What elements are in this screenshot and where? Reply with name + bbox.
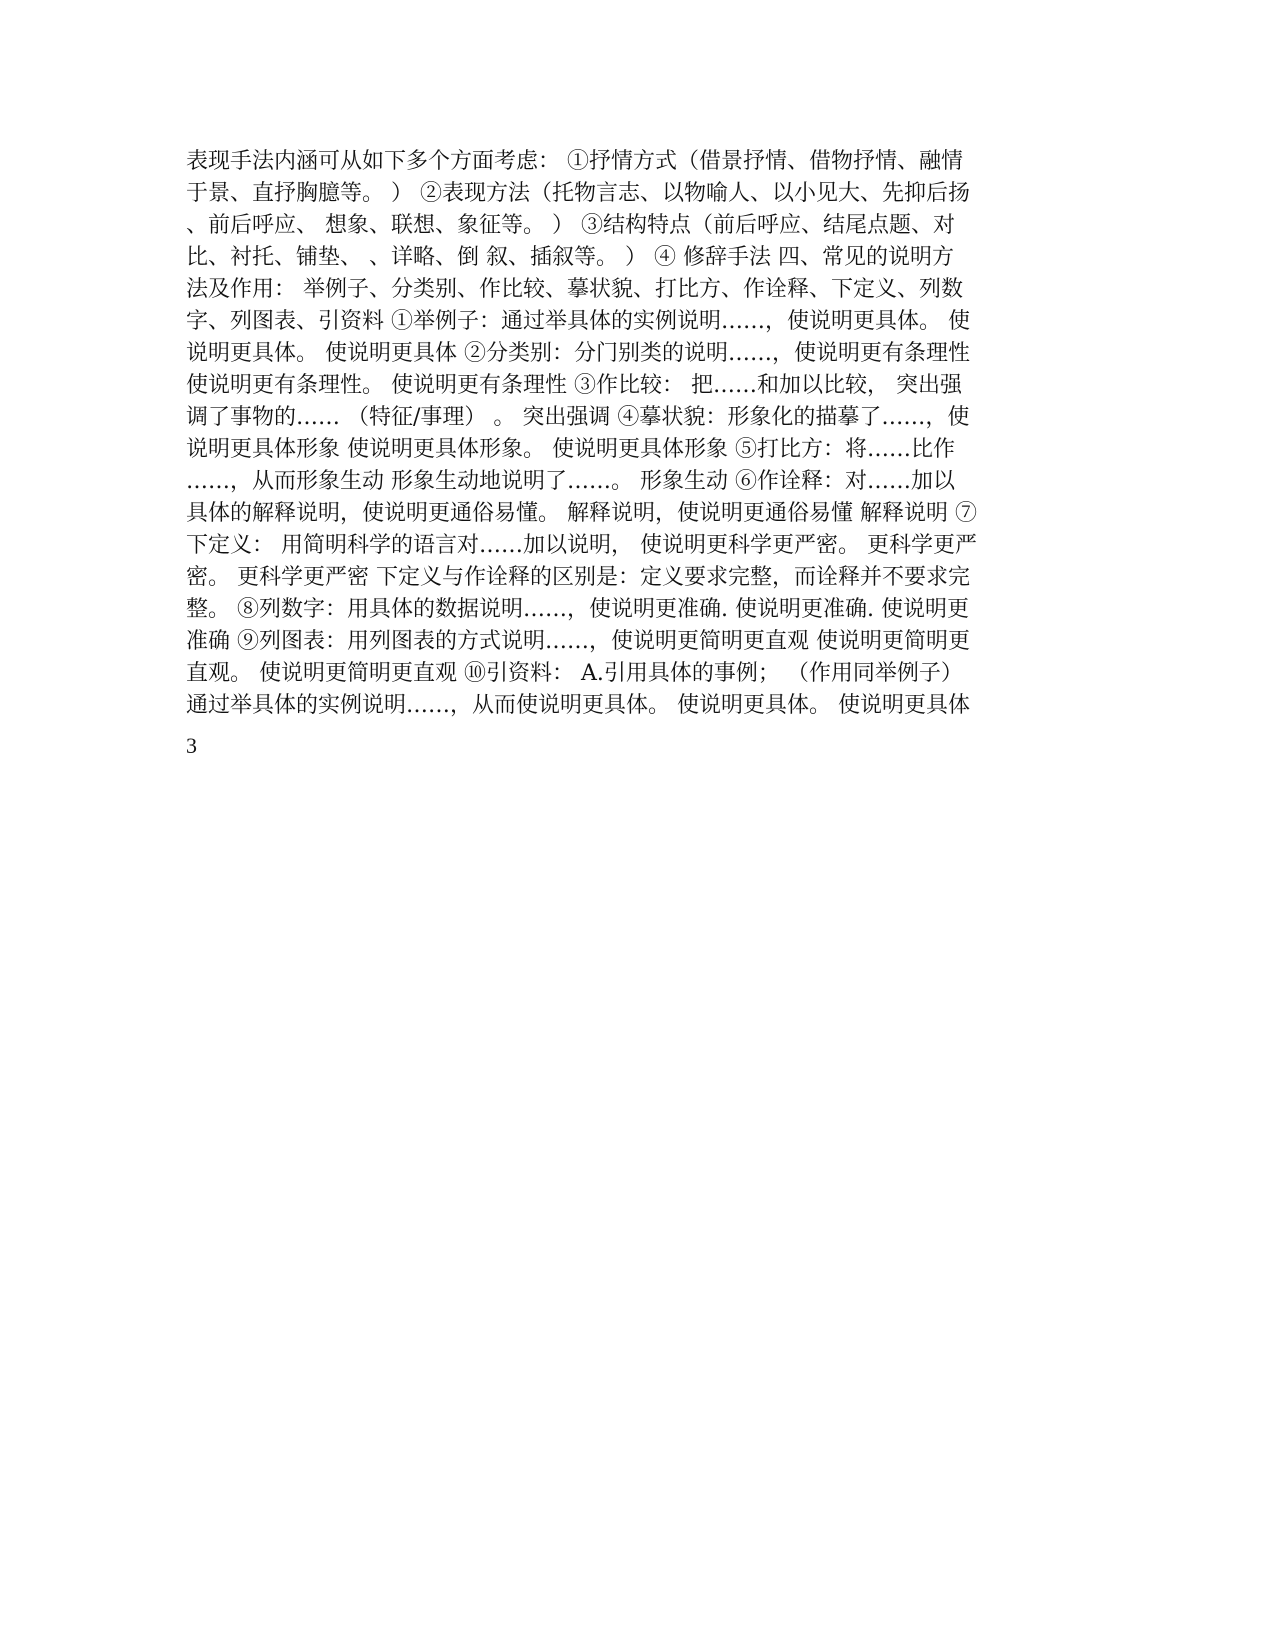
text-line: 调了事物的…… （特征/事理） 。 突出强调 ④摹状貌：形象化的描摹了……，使	[186, 405, 970, 430]
text-line: ……，从而形象生动 形象生动地说明了……。 形象生动 ⑥作诠释：对……加以	[186, 469, 955, 494]
text-line: 表现手法内涵可从如下多个方面考虑： ①抒情方式（借景抒情、借物抒情、融情	[186, 149, 963, 174]
text-line: 、前后呼应、 想象、联想、象征等。 ） ③结构特点（前后呼应、结尾点题、对	[186, 213, 955, 238]
text-line: 直观。 使说明更简明更直观 ⑩引资料： A.引用具体的事例； （作用同举例子）	[186, 661, 963, 686]
text-line: 说明更具体。 使说明更具体 ②分类别：分门别类的说明……，使说明更有条理性	[186, 341, 970, 366]
text-line: 整。 ⑧列数字：用具体的数据说明……，使说明更准确. 使说明更准确. 使说明更	[186, 597, 969, 622]
body-text	[186, 146, 1086, 722]
text-line: 准确 ⑨列图表：用列图表的方式说明……，使说明更简明更直观 使说明更简明更	[186, 629, 970, 654]
text-line: 法及作用： 举例子、分类别、作比较、摹状貌、打比方、作诠释、下定义、列数	[186, 277, 963, 302]
text-line: 说明更具体形象 使说明更具体形象。 使说明更具体形象 ⑤打比方：将……比作	[186, 437, 955, 462]
text-line: 下定义： 用简明科学的语言对……加以说明， 使说明更科学更严密。 更科学更严	[186, 533, 977, 558]
text-line: 通过举具体的实例说明……，从而使说明更具体。 使说明更具体。 使说明更具体	[186, 693, 970, 718]
text-line: 字、列图表、引资料 ①举例子：通过举具体的实例说明……，使说明更具体。 使	[186, 309, 970, 334]
page-number: 3	[186, 733, 197, 758]
text-line: 使说明更有条理性。 使说明更有条理性 ③作比较： 把……和加以比较， 突出强	[186, 373, 962, 398]
text-line: 比、衬托、铺垫、 、详略、倒 叙、插叙等。 ） ④ 修辞手法 四、常见的说明方	[186, 245, 954, 270]
text-line: 密。 更科学更严密 下定义与作诠释的区别是：定义要求完整，而诠释并不要求完	[186, 565, 970, 590]
text-line: 于景、直抒胸臆等。 ） ②表现方法（托物言志、以物喻人、以小见大、先抑后扬	[186, 181, 970, 206]
text-line: 具体的解释说明，使说明更通俗易懂。 解释说明，使说明更通俗易懂 解释说明 ⑦	[186, 501, 977, 526]
